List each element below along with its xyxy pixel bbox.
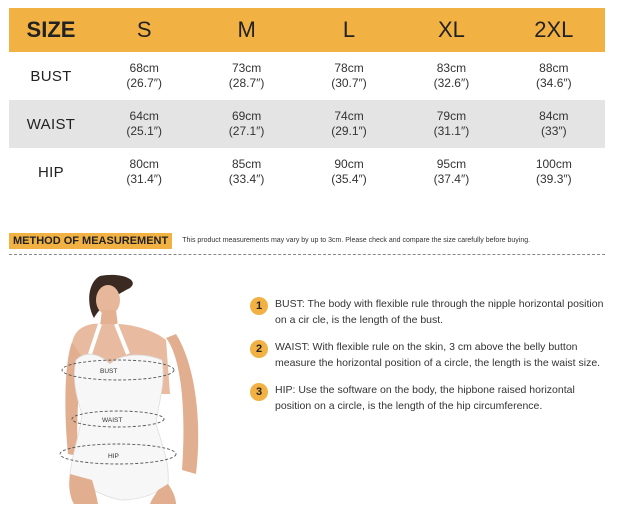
hip-label: HIP bbox=[108, 453, 119, 460]
table-cell: 83cm (32.6″) bbox=[433, 61, 470, 90]
size-chart-table bbox=[9, 8, 605, 196]
size-header-row bbox=[9, 8, 605, 52]
table-cell: 95cm (37.4″) bbox=[433, 157, 470, 186]
measurement-figure bbox=[58, 274, 208, 504]
table-cell: 84cm (33″) bbox=[539, 109, 569, 138]
step-text: WAIST: With flexible rule on the skin, 3 cm above the belly button measure the horizontal position of a circle, the length is the waist size. bbox=[275, 341, 601, 369]
table-cell: 78cm (30.7″) bbox=[331, 61, 367, 90]
table-row-waist bbox=[9, 100, 605, 148]
size-header-2xl: 2XL bbox=[534, 17, 574, 42]
bust-label: BUST bbox=[100, 368, 118, 375]
table-cell: 68cm (26.7″) bbox=[126, 61, 162, 90]
size-header-label: SIZE bbox=[26, 17, 76, 42]
table-cell: 85cm (33.4″) bbox=[228, 157, 265, 186]
table-cell: 100cm (39.3″) bbox=[535, 157, 572, 186]
method-label: METHOD OF MEASUREMENT bbox=[9, 233, 172, 249]
table-cell: 80cm (31.4″) bbox=[126, 157, 162, 186]
table-row-bust bbox=[9, 52, 605, 100]
row-label: BUST bbox=[30, 67, 72, 85]
row-label: HIP bbox=[38, 163, 64, 181]
row-label: WAIST bbox=[26, 115, 76, 133]
table-cell: 79cm (31.1″) bbox=[433, 109, 470, 138]
size-header-s: S bbox=[136, 17, 152, 42]
step-number-badge: 3 bbox=[250, 383, 268, 401]
table-row-hip bbox=[9, 148, 605, 196]
dashed-divider bbox=[9, 254, 605, 255]
size-header-xl: XL bbox=[437, 17, 465, 42]
table-cell: 88cm (34.6″) bbox=[536, 61, 572, 90]
table-cell: 90cm (35.4″) bbox=[331, 157, 367, 186]
measurement-steps bbox=[250, 296, 606, 425]
step-waist bbox=[250, 339, 606, 371]
step-hip bbox=[250, 382, 606, 414]
step-bust bbox=[250, 296, 606, 328]
table-cell: 74cm (29.1″) bbox=[331, 109, 367, 138]
method-note: This product measurements may vary by up to 3cm. Please check and compare the size carefully before buying. bbox=[182, 237, 531, 244]
waist-label: WAIST bbox=[102, 417, 123, 424]
table-cell: 73cm (28.7″) bbox=[228, 61, 265, 90]
step-number-badge: 2 bbox=[250, 340, 268, 358]
table-cell: 69cm (27.1″) bbox=[228, 109, 265, 138]
body-illustration bbox=[58, 274, 208, 504]
step-text: HIP: Use the software on the body, the hipbone raised horizontal position on a circle, is the length of the hip circumference. bbox=[275, 384, 575, 412]
size-header-m: M bbox=[237, 17, 256, 42]
size-header-l: L bbox=[342, 17, 356, 42]
step-text: BUST: The body with flexible rule through the nipple horizontal position on a cir cle, is the length of the bust. bbox=[275, 298, 604, 326]
step-number-badge: 1 bbox=[250, 297, 268, 315]
table-cell: 64cm (25.1″) bbox=[126, 109, 162, 138]
measurement-method-heading bbox=[9, 233, 530, 248]
